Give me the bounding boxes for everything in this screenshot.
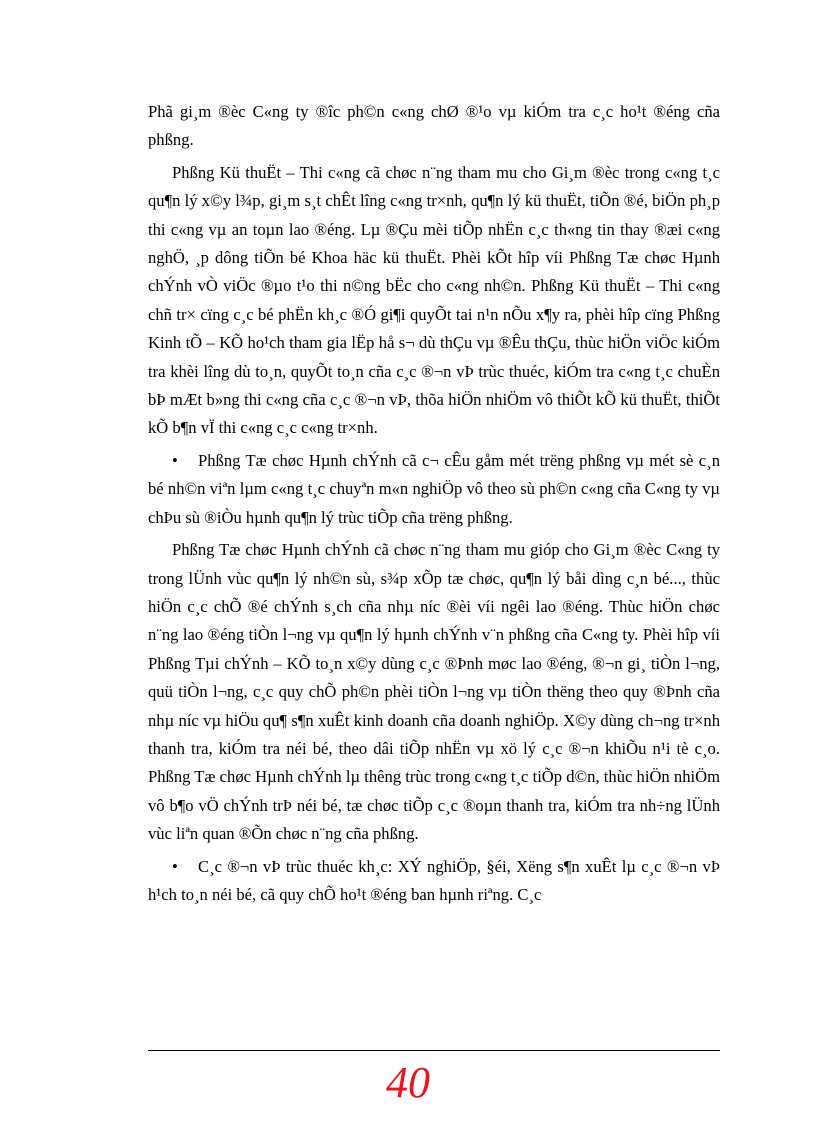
bullet-text: C¸c ®¬n vÞ trùc thuéc kh¸c: XÝ nghiÖp, §éi, Xëng s¶n xuÊt lµ c¸c ®¬n vÞ h¹ch to¸n néi bé, cã quy chÕ ho¹t ®éng ban hµnh riªng. C¸c (148, 856, 720, 904)
paragraph-deputy-director: Phã gi¸m ®èc C«ng ty ®îc ph©n c«ng chØ ®¹o vµ kiÓm tra c¸c ho¹t ®éng cña phßng. (148, 102, 720, 150)
document-body (148, 98, 720, 913)
bullet-paragraph-subsidiary-units (148, 853, 720, 910)
bullet-text: Phßng Tæ chøc Hµnh chÝnh cã c¬ cÊu gåm mét trëng phßng vµ mét sè c¸n bé nh©n viªn lµm c«ng t¸c chuyªn m«n nghiÖp vô theo sù ph©n c«ng cña C«ng ty vµ chÞu sù ®iÒu hµnh qu¶n lý trùc tiÕp cña trëng phßng. (148, 450, 720, 527)
bullet-paragraph-admin-structure (148, 447, 720, 532)
paragraph-admin-functions: Phßng Tæ chøc Hµnh chÝnh cã chøc n¨ng tham mu gióp cho Gi¸m ®èc C«ng ty trong lÜnh vùc qu¶n lý nh©n sù, s¾p xÕp tæ chøc, qu¶n lý båi dìng c¸n bé..., thùc hiÖn c¸c chÕ ®é chÝnh s¸ch cña nhµ níc ®èi víi ngêi lao ®éng. Thùc hiÖn chøc n¨ng lao ®éng tiÒn l¬ng vµ qu¶n lý hµnh chÝnh v¨n phßng cña C«ng ty. Phèi hîp víi Phßng Tµi chÝnh – KÕ to¸n x©y dùng c¸c ®Þnh møc lao ®éng, ®¬n gi¸ tiÒn l¬ng, quü tiÒn l¬ng, c¸c quy chÕ ph©n phèi tiÒn l¬ng vµ tiÒn thëng theo quy ®Þnh cña nhµ níc vµ hiÖu qu¶ s¶n xuÊt kinh doanh cña doanh nghiÖp. X©y dùng ch¬ng tr×nh thanh tra, kiÓm tra néi bé, theo dâi tiÕp nhËn vµ xö lý c¸c ®¬n khiÕu n¹i tè c¸o. Phßng Tæ chøc Hµnh chÝnh lµ thêng trùc trong c«ng t¸c tiÕp d©n, thùc hiÖn nhiÖm vô b¶o vÖ chÝnh trÞ néi bé, tæ chøc tiÕp c¸c ®oµn thanh tra, kiÓm tra nh÷ng lÜnh vùc liªn quan ®Õn chøc n¨ng cña phßng. (148, 540, 720, 844)
footer-divider (148, 1050, 720, 1051)
page-number: 40 (386, 1058, 430, 1107)
bullet-icon: • (172, 450, 178, 470)
bullet-icon: • (172, 856, 178, 876)
paragraph-technical-department: Phßng Kü thuËt – Thi c«ng cã chøc n¨ng tham mu cho Gi¸m ®èc trong c«ng t¸c qu¶n lý x©y l¾p, gi¸m s¸t chÊt lîng c«ng tr×nh, qu¶n lý kü thuËt, tiÕn ®é, biÖn ph¸p thi c«ng vµ an toµn lao ®éng. Lµ ®Çu mèi tiÕp nhËn c¸c th«ng tin thay ®æi c«ng nghÖ, ¸p dông tiÕn bé Khoa häc kü thuËt. Phèi kÕt hîp víi Phßng Tæ chøc Hµnh chÝnh vÒ viÖc ®µo t¹o thi n©ng bËc cho c«ng nh©n. Phßng Kü thuËt – Thi c«ng chñ tr× cïng c¸c bé phËn kh¸c ®Ó gi¶i quyÕt tai n¹n nÕu x¶y ra, phèi hîp cïng Phßng Kinh tÕ – KÕ ho¹ch tham gia lËp hå s¬ dù thÇu vµ ®Êu thÇu, thùc hiÖn viÖc kiÓm tra khèi lîng dù to¸n, quyÕt to¸n cña c¸c ®¬n vÞ trùc thuéc, kiÓm tra c«ng t¸c chuÈn bÞ mÆt b»ng thi c«ng cña c¸c ®¬n vÞ, thõa hiÖn nhiÖm vô thiÕt kÕ kü thuËt, thiÕt kÕ b¶n vÏ thi c«ng c¸c c«ng tr×nh. (148, 162, 720, 438)
